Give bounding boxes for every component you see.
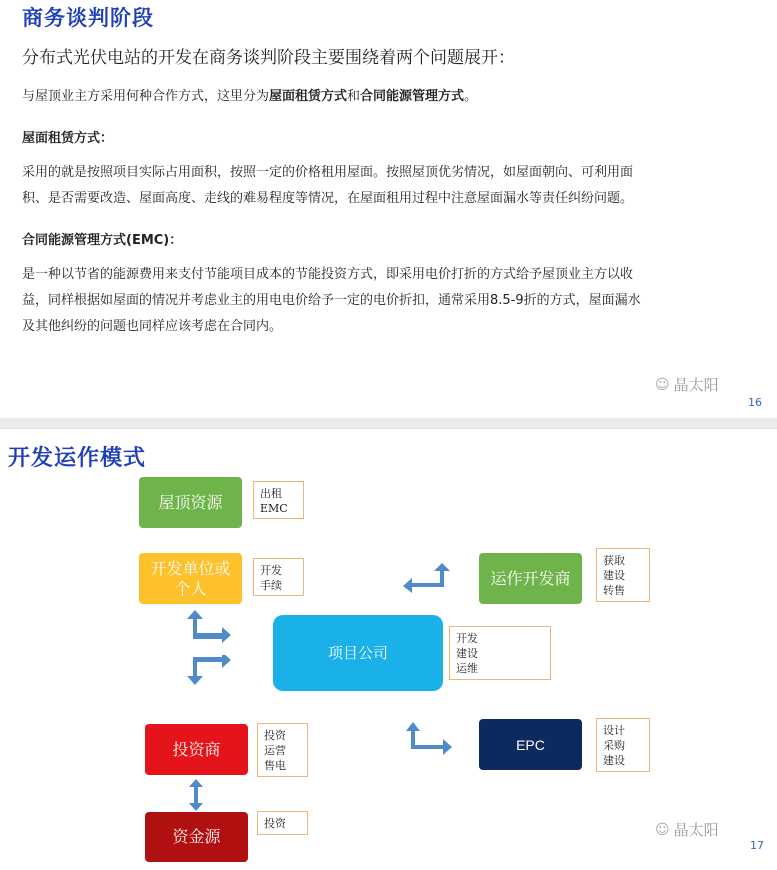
- cooperation-line-prefix: 与屋顶业主方采用何种合作方式，这里分为: [22, 89, 270, 104]
- elbow-arrow-icon: [184, 655, 234, 685]
- emc-paragraph-line-3: 及其他纠纷的问题也同样应该考虑在合同内。: [22, 319, 283, 334]
- and-text: 和: [347, 89, 361, 104]
- slide-17: [0, 428, 777, 870]
- slide-title: 商务谈判阶段: [22, 6, 154, 30]
- wechat-icon: ☺: [655, 821, 670, 838]
- emc-mode-label: 合同能源管理方式: [360, 89, 465, 104]
- funding-source-box: 资金源: [145, 812, 248, 862]
- operating-developer-box: 运作开发商: [479, 553, 582, 604]
- roof-resource-box: 屋顶资源: [139, 477, 242, 528]
- cooperation-line: [22, 84, 477, 110]
- funding-source-note: 投资: [257, 811, 308, 835]
- emc-heading: 合同能源管理方式(EMC)：: [22, 233, 183, 248]
- watermark: [655, 374, 719, 395]
- developer-unit-box: [139, 553, 242, 604]
- emc-paragraph-line-2: 益，同样根据如屋面的情况并考虑业主的用电电价给予一定的电价折扣，通常采用8.5-9折的方式，屋面漏水: [22, 293, 641, 308]
- watermark-text: 晶太阳: [673, 821, 719, 839]
- intro-text: 分布式光伏电站的开发在商务谈判阶段主要围绕着两个问题展开：: [22, 48, 515, 68]
- period: 。: [464, 89, 478, 104]
- project-company-box: 项目公司: [273, 615, 443, 691]
- slide-separator: [0, 418, 777, 428]
- operating-developer-note: 获取 建设 转售: [596, 548, 650, 602]
- lease-paragraph-line-1: 采用的就是按照项目实际占用面积，按照一定的价格租用屋面。按照屋顶优劣情况，如屋面朝向、可利用面: [22, 165, 634, 180]
- lease-paragraph-line-2: 积、是否需要改造、屋面高度、走线的难易程度等情况，在屋面租用过程中注意屋面漏水等责任纠纷问题。: [22, 191, 634, 206]
- developer-unit-note: 开发 手续: [253, 558, 304, 596]
- watermark: [655, 819, 719, 840]
- lease-heading: 屋面租赁方式：: [22, 131, 114, 146]
- elbow-arrow-icon: [405, 721, 455, 755]
- slide-title: 开发运作模式: [8, 446, 147, 471]
- elbow-arrow-icon: [184, 609, 234, 643]
- project-company-note: 开发 建设 运维: [449, 626, 551, 680]
- epc-box: EPC: [479, 719, 582, 770]
- watermark-text: 晶太阳: [673, 376, 719, 394]
- lease-mode-label: 屋面租赁方式: [269, 89, 348, 104]
- investor-box: 投资商: [145, 724, 248, 775]
- developer-unit-label: 开发单位或个人: [150, 558, 231, 598]
- page-number: 17: [750, 839, 764, 852]
- investor-note: 投资 运营 售电: [257, 723, 308, 777]
- elbow-arrow-icon: [400, 562, 454, 594]
- slide-16: [0, 0, 777, 418]
- double-arrow-icon: [188, 779, 204, 811]
- roof-note: 出租 EMC: [253, 481, 304, 519]
- wechat-icon: ☺: [655, 376, 670, 393]
- epc-note: 设计 采购 建设: [596, 718, 650, 772]
- page-number: 16: [748, 396, 762, 409]
- emc-paragraph-line-1: 是一种以节省的能源费用来支付节能项目成本的节能投资方式，即采用电价打折的方式给予屋顶业主方以收: [22, 267, 634, 282]
